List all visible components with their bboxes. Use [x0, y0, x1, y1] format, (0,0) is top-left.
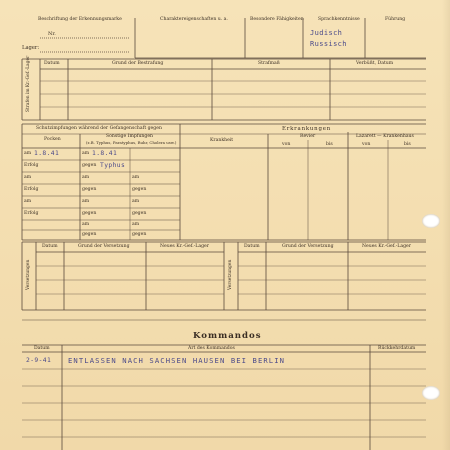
vers-col-lager-left: Neues Kr.-Gef.-Lager	[160, 244, 209, 249]
vers-col-grund-left: Grund der Versetzung	[78, 244, 130, 249]
impf-am-5: am	[132, 175, 140, 180]
impf-gegen-2: gegen	[82, 187, 97, 192]
kom-col-rueckkehr: Rückkehrdatum	[378, 346, 416, 351]
erk-col-revier-bis: bis	[326, 142, 333, 147]
impf-gegen-value: Typhus	[100, 162, 126, 169]
impf-am-3: am	[24, 175, 32, 180]
strafen-col-strafmass: Strafmaß	[258, 61, 280, 66]
impf-am-4: am	[82, 175, 90, 180]
kom-col-art: Art des Kommandos	[188, 346, 235, 351]
impf-gegen-5: gegen	[132, 211, 147, 216]
erk-col-revier-von: von	[282, 142, 291, 147]
impf-gegen-7: gegen	[132, 232, 147, 237]
vers-col-datum-right: Datum	[244, 244, 260, 249]
impf-date-2: 1.8.41	[92, 150, 118, 157]
kom-entry-text: ENTLASSEN NACH SACHSEN HAUSEN BEI BERLIN	[68, 356, 286, 365]
kommandos-title: Kommandos	[193, 331, 262, 341]
vers-col-datum-left: Datum	[42, 244, 58, 249]
impf-col-sonstige: Sonstige Impfungen	[106, 134, 154, 139]
impf-gegen-3: gegen	[132, 187, 147, 192]
impf-col-pocken: Pocken	[44, 137, 61, 142]
languages-handwritten: Judisch Russisch	[310, 29, 347, 48]
lager-label: Lager:	[22, 45, 40, 51]
vers-col-grund-right: Grund der Versetzung	[282, 244, 334, 249]
versetzungen-side-label-right: Versetzungen	[228, 259, 233, 290]
header-col-abilities: Besondere Fähigkeiten	[250, 17, 304, 22]
punch-hole-upper	[422, 214, 440, 228]
erk-col-revier: Revier	[300, 134, 316, 139]
header-col-character: Charaktereigenschaften u. a.	[160, 17, 228, 22]
impf-gegen-1: gegen	[82, 163, 97, 168]
header-col-languages: Sprachkenntnisse	[318, 17, 360, 22]
impf-am-2: am	[82, 151, 90, 156]
page-edge-shadow	[442, 0, 450, 450]
impf-gegen-4: gegen	[82, 211, 97, 216]
impf-erfolg-2: Erfolg	[24, 187, 39, 192]
impf-erfolg-1: Erfolg	[24, 163, 39, 168]
strafen-col-verbusst: Verbüßt, Datum	[356, 61, 394, 66]
strafen-col-datum: Datum	[44, 61, 60, 66]
impf-date-1: 1.8.41	[34, 150, 60, 157]
vers-col-lager-right: Neues Kr.-Gef.-Lager	[362, 244, 411, 249]
impf-am-6: am	[24, 199, 32, 204]
impf-gegen-6: gegen	[82, 232, 97, 237]
kom-col-datum: Datum	[34, 346, 50, 351]
impf-am-9: am	[82, 222, 90, 227]
punch-hole-lower	[422, 386, 440, 400]
impf-am-7: am	[82, 199, 90, 204]
erkrankungen-section-label: Erkrankungen	[282, 126, 331, 132]
impf-am-1: am	[24, 151, 32, 156]
impf-erfolg-3: Erfolg	[24, 211, 39, 216]
impf-am-8: am	[132, 199, 140, 204]
erk-col-lazarett-von: von	[362, 142, 371, 147]
impf-am-10: am	[132, 222, 140, 227]
strafen-side-label: Strafen im Kr.-Gef.-Lager	[26, 55, 31, 112]
strafen-col-grund: Grund der Bestrafung	[112, 61, 164, 66]
versetzungen-side-label-left: Versetzungen	[26, 259, 31, 290]
erk-col-lazarett-bis: bis	[404, 142, 411, 147]
erk-col-lazarett: Lazarett — Krankenhaus	[356, 134, 414, 139]
header-col-conduct: Führung	[385, 17, 406, 22]
erk-col-krankheit: Krankheit	[210, 138, 234, 143]
nr-label: Nr.	[48, 31, 56, 37]
impfungen-section-label: Schutzimpfungen während der Gefangenschaft gegen	[36, 126, 162, 131]
kom-entry-date: 2-9-41	[26, 357, 52, 364]
header-col-tag: Beschriftung der Erkennungsmarke	[38, 17, 122, 22]
impf-col-sonstige-sub: (z.B. Typhus, Paratyphus, Ruhr, Cholera usw.)	[86, 140, 177, 145]
